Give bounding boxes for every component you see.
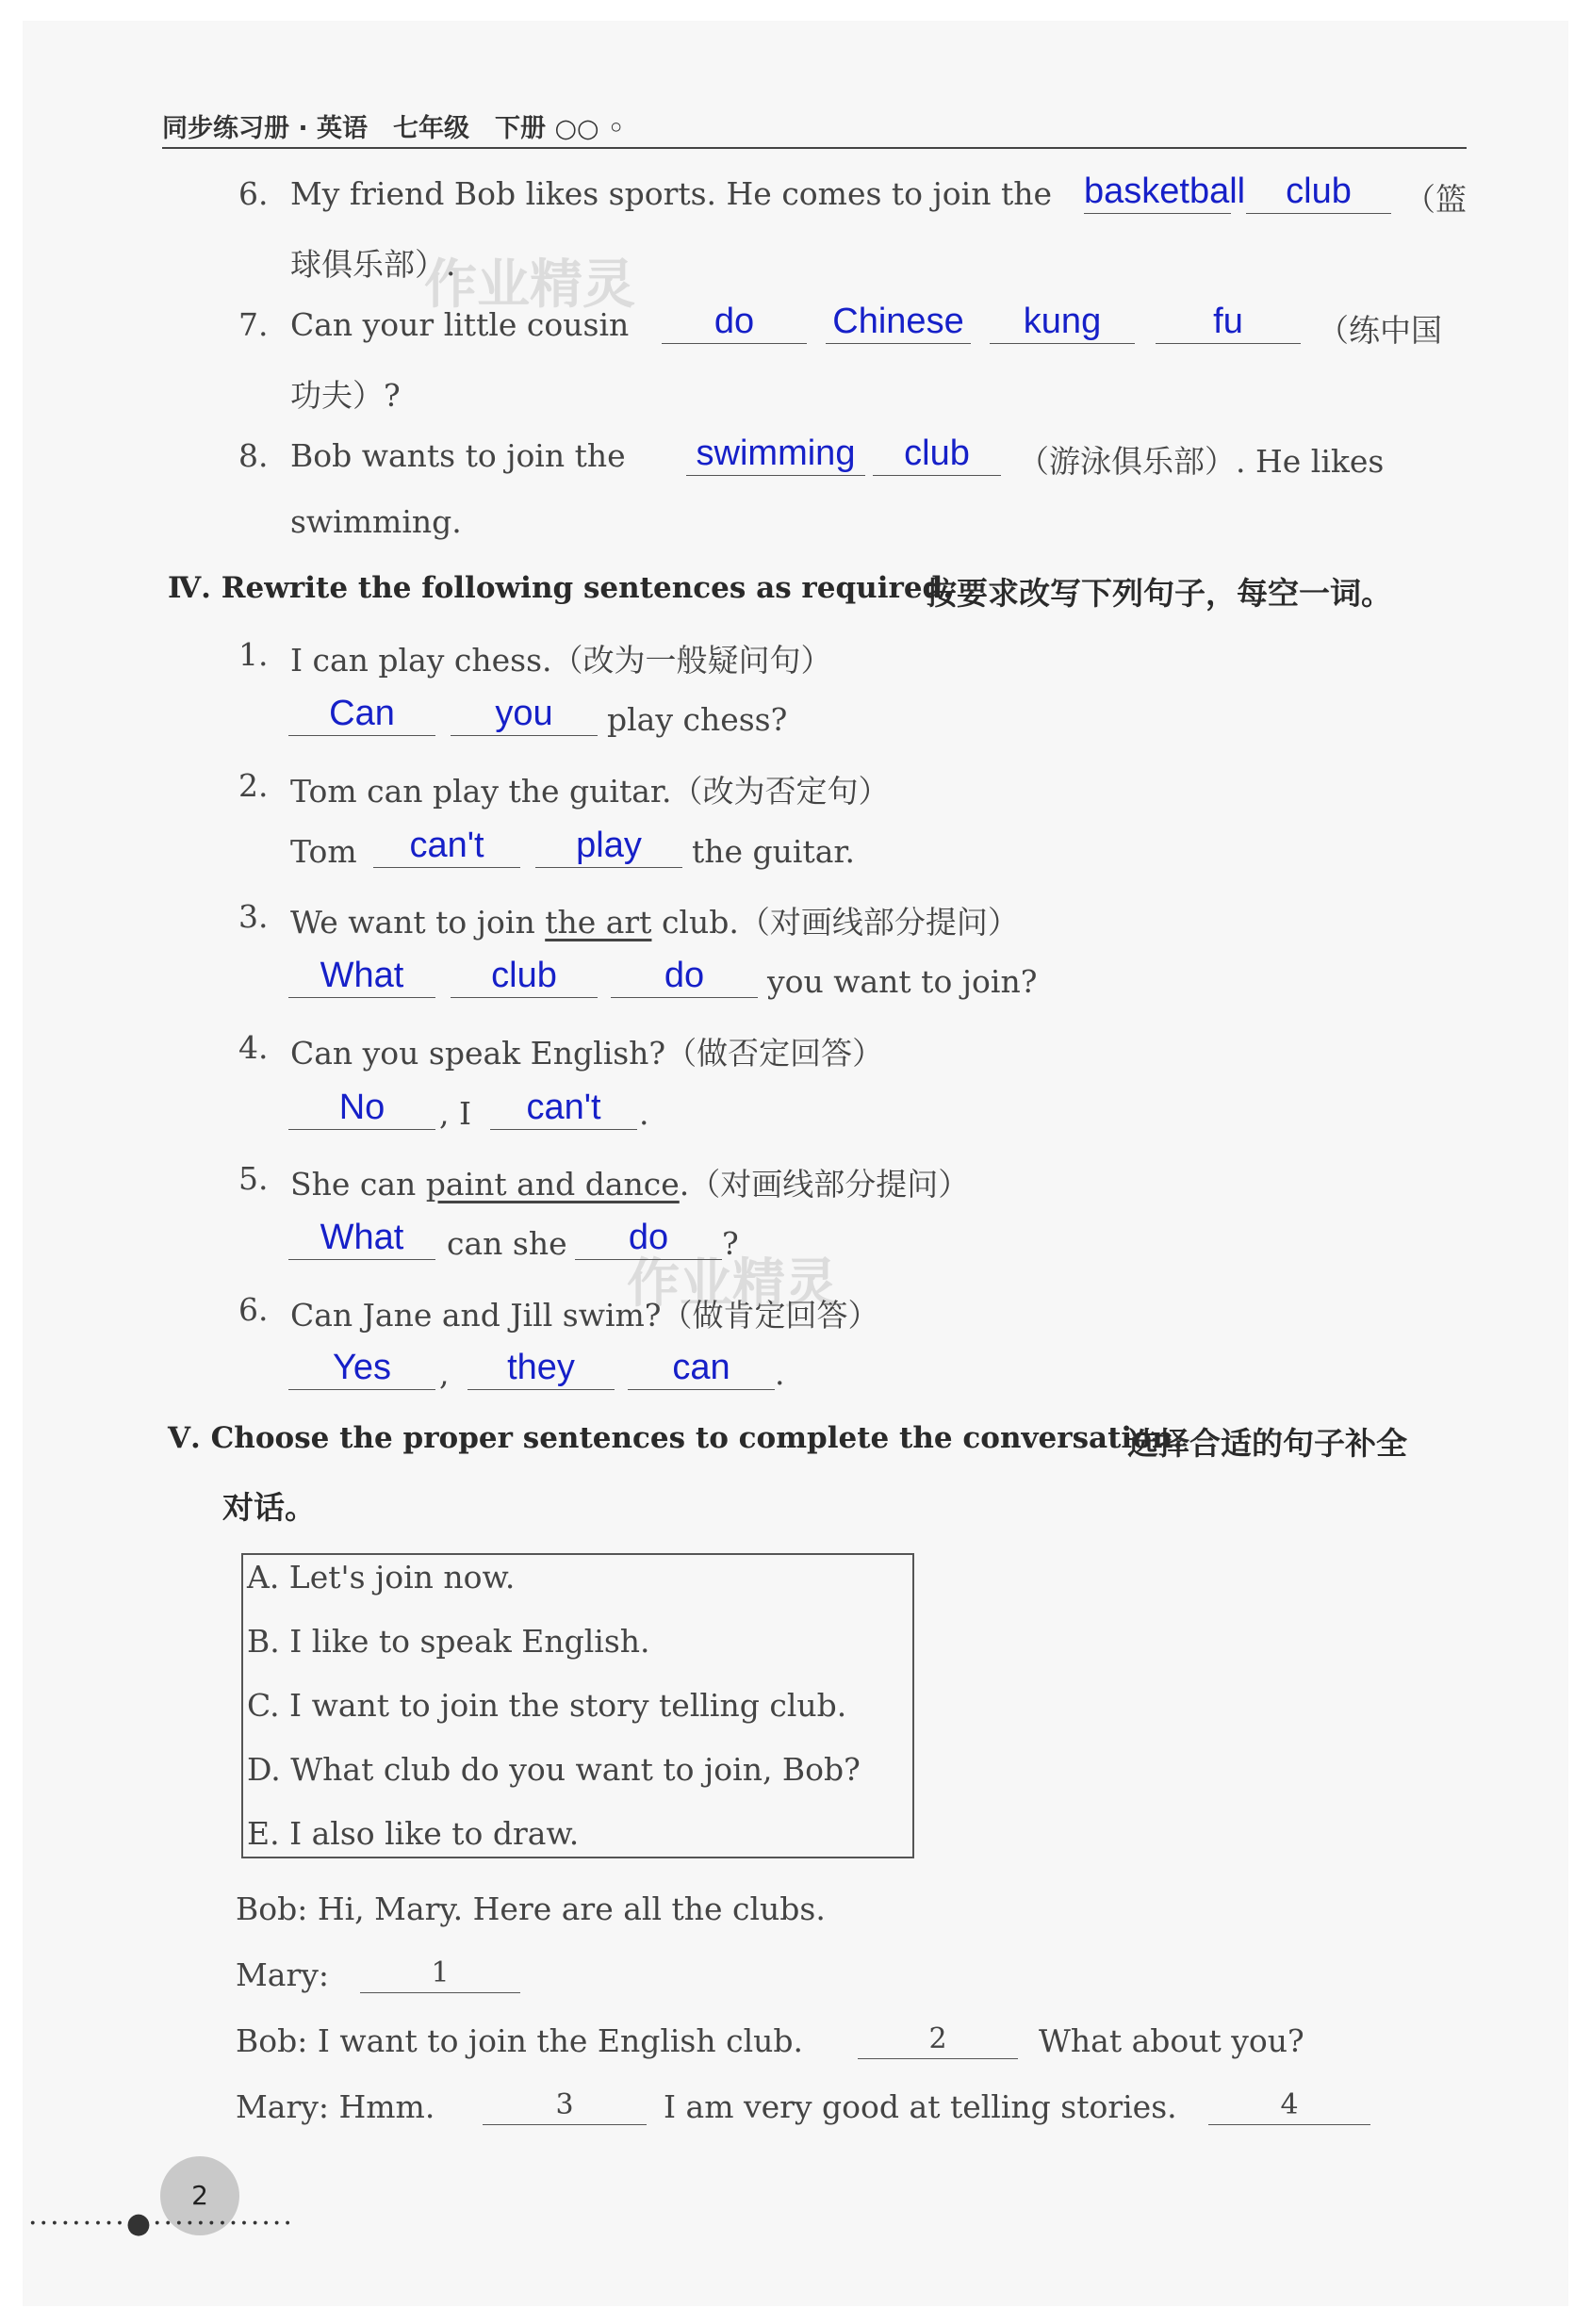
q-number: 3. (238, 898, 269, 935)
question-prompt (290, 898, 1019, 942)
answer-blank: swimming (686, 432, 865, 476)
question-prompt: Can you speak English?（做否定回答） (290, 1035, 884, 1072)
q-number: 6. (238, 1291, 269, 1328)
underlined-part: paint and dance (425, 1166, 680, 1203)
question-hint: （练中国 (1318, 312, 1442, 349)
dialogue-line: What about you? (1039, 2022, 1304, 2059)
answer-blank: What (288, 954, 435, 998)
prompt-text: We want to join (290, 904, 535, 941)
blank-4: 4 (1208, 2087, 1370, 2125)
section-title-cn: 按要求改写下列句子，每空一词。 (926, 575, 1392, 612)
q-number: 4. (238, 1029, 269, 1066)
option-d: D. What club do you want to join, Bob? (247, 1751, 861, 1788)
page-number: 2 (160, 2156, 239, 2235)
dialogue-speaker: Mary: (236, 1956, 329, 1993)
answer-mid: , I (439, 1095, 472, 1132)
answer-blank: they (467, 1346, 615, 1390)
question-prompt (290, 1160, 969, 1204)
q-number: 7. (238, 306, 269, 343)
dialogue-line: Bob: Hi, Mary. Here are all the clubs. (236, 1890, 826, 1927)
page-header-title: 同步练习册 · 英语 七年级 下册 ○○ ◦ (162, 114, 625, 143)
answer-tail: ? (722, 1225, 739, 1262)
q-number: 5. (238, 1160, 269, 1197)
answer-blank: play (535, 824, 682, 868)
answer-blank: Yes (288, 1346, 435, 1390)
answer-lead: Tom (290, 833, 357, 870)
question-text: Can your little cousin (290, 306, 630, 343)
answer-blank: can (628, 1346, 775, 1390)
question-prompt: I can play chess.（改为一般疑问句） (290, 642, 832, 679)
section-title-en: Ⅳ. Rewrite the following sentences as required. (168, 571, 954, 605)
blank-1: 1 (360, 1955, 520, 1993)
answer-tail: . (775, 1355, 785, 1392)
answer-mid: , (439, 1355, 450, 1392)
question-text-line2: swimming. (290, 503, 462, 540)
q-number: 2. (238, 767, 269, 804)
dialogue-line: I am very good at telling stories. (664, 2088, 1177, 2125)
answer-blank: can't (373, 824, 520, 868)
section-title-en: Ⅴ. Choose the proper sentences to complete the conversation. (168, 1421, 1184, 1455)
blank-3: 3 (483, 2087, 647, 2125)
prompt-text: .（对画线部分提问） (679, 1166, 970, 1203)
question-prompt: Tom can play the guitar.（改为否定句） (290, 773, 890, 810)
option-a: A. Let's join now. (247, 1559, 516, 1596)
answer-blank: fu (1156, 300, 1301, 344)
answer-blank: club (1246, 170, 1391, 214)
answer-tail: the guitar. (692, 833, 856, 870)
answer-blank: Can (288, 692, 435, 736)
header-rule (162, 147, 1467, 149)
dialogue-line: Mary: Hmm. (236, 2088, 435, 2125)
option-c: C. I want to join the story telling club. (247, 1687, 847, 1724)
footer-dots: ·········●············· (28, 2207, 294, 2240)
question-text: Bob wants to join the (290, 437, 626, 474)
dialogue-line: Bob: I want to join the English club. (236, 2022, 804, 2059)
section-title-cn-cont: 对话。 (222, 1489, 316, 1526)
prompt-text: She can (290, 1166, 417, 1203)
q-number: 1. (238, 636, 269, 673)
question-text-line2: 球俱乐部）. (290, 246, 456, 283)
underlined-part: the art (545, 904, 652, 941)
answer-blank: kung (990, 300, 1135, 344)
blank-2: 2 (858, 2021, 1018, 2059)
question-hint: （游泳俱乐部）. He likes (1018, 443, 1385, 480)
answer-tail: . (639, 1095, 649, 1132)
q-number: 6. (238, 175, 269, 212)
answer-blank: Chinese (826, 300, 971, 344)
answer-blank: do (611, 954, 758, 998)
question-text: My friend Bob likes sports. He comes to join the (290, 175, 1052, 212)
answer-tail: play chess? (607, 701, 788, 738)
answer-blank: can't (490, 1086, 637, 1130)
q-number: 8. (238, 437, 269, 474)
answer-mid: can she (447, 1225, 567, 1262)
answer-blank: club (451, 954, 598, 998)
answer-blank: basketball (1084, 170, 1231, 214)
question-hint: （篮 (1404, 181, 1467, 218)
answer-blank: club (873, 432, 1001, 476)
option-b: B. I like to speak English. (247, 1623, 650, 1660)
answer-tail: you want to join? (767, 963, 1038, 1000)
watermark: 作业精灵 (424, 254, 635, 316)
watermark: 作业精灵 (627, 1253, 838, 1315)
question-text-line2: 功夫）? (290, 377, 401, 414)
answer-blank: do (575, 1216, 722, 1260)
option-e: E. I also like to draw. (247, 1815, 580, 1852)
question-prompt: Can Jane and Jill swim?（做肯定回答） (290, 1297, 879, 1334)
section-title-cn: 选择合适的句子补全 (1127, 1425, 1407, 1462)
answer-blank: you (451, 692, 598, 736)
prompt-text: club.（对画线部分提问） (661, 904, 1019, 941)
answer-blank: What (288, 1216, 435, 1260)
answer-blank: No (288, 1086, 435, 1130)
answer-blank: do (662, 300, 807, 344)
